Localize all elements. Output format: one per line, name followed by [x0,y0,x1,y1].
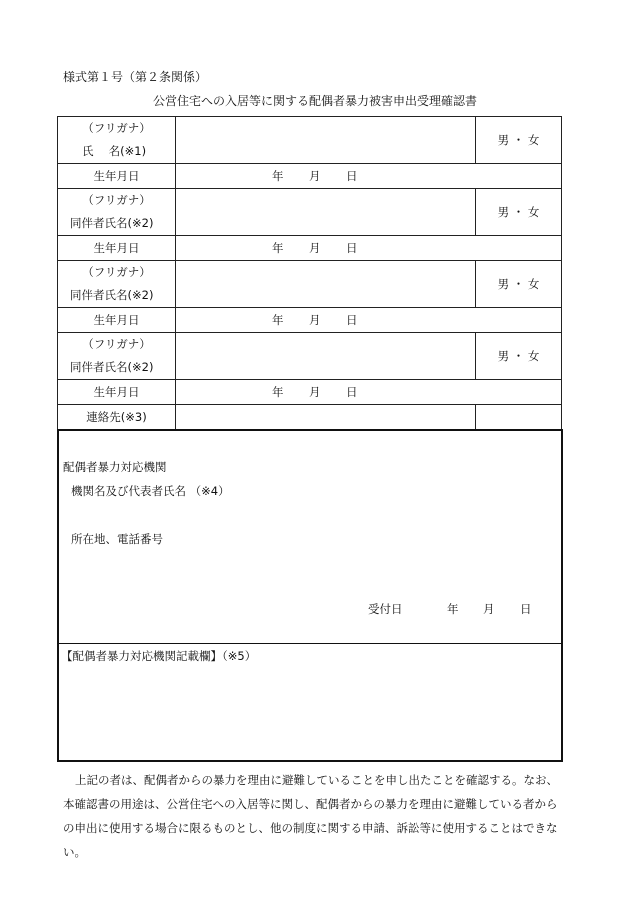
applicant-birthdate-row [58,164,562,189]
agency-address-field[interactable]: 所在地、電話番号 [71,532,163,546]
birthdate-label: 生年月日 [58,308,176,333]
year-label: 年 [272,313,284,327]
year-label: 年 [272,241,284,255]
companion-1-name-row [58,189,562,236]
month-label: 月 [309,313,321,327]
year-label: 年 [272,169,284,183]
agency-section [57,429,563,644]
applicant-birthdate-input[interactable] [176,164,562,189]
received-date-label: 受付日 [368,602,403,616]
month-label: 月 [309,169,321,183]
applicant-name-input[interactable] [176,117,476,164]
companion-2-birthdate-input[interactable] [176,308,562,333]
furigana-label: （フリガナ） [82,265,151,279]
companion-3-label-cell [58,333,176,380]
applicant-sex-field[interactable]: 男 ・ 女 [476,117,562,164]
companion-3-name-row [58,333,562,380]
received-day-label: 日 [520,602,532,616]
companion-3-birthdate-row [58,380,562,405]
furigana-label: （フリガナ） [82,193,151,207]
birthdate-label: 生年月日 [58,380,176,405]
birthdate-label: 生年月日 [58,236,176,261]
day-label: 日 [346,241,358,255]
year-label: 年 [272,385,284,399]
companion-name-label: 同伴者氏名(※2) [70,360,154,374]
contact-input[interactable] [176,405,476,430]
applicant-name-row [58,117,562,164]
month-label: 月 [309,385,321,399]
companion-1-label-cell [58,189,176,236]
companion-2-label-cell [58,261,176,308]
furigana-label: （フリガナ） [82,121,151,135]
companion-1-birthdate-row [58,236,562,261]
contact-label: 連絡先(※3) [58,405,176,430]
agency-name-field[interactable]: 機関名及び代表者氏名 （※4） [71,484,230,498]
companion-1-birthdate-input[interactable] [176,236,562,261]
furigana-label: （フリガナ） [82,337,151,351]
agency-notes-section[interactable] [57,642,563,762]
form-number-label: 様式第１号（第２条関係） [63,70,208,84]
companion-3-name-input[interactable] [176,333,476,380]
received-year-label: 年 [447,602,459,616]
day-label: 日 [346,313,358,327]
contact-row [58,405,562,430]
applicant-name-label-cell [58,117,176,164]
companion-1-name-input[interactable] [176,189,476,236]
companion-2-birthdate-row [58,308,562,333]
month-label: 月 [309,241,321,255]
day-label: 日 [346,385,358,399]
companion-2-name-row [58,261,562,308]
received-month-label: 月 [483,602,495,616]
birthdate-label: 生年月日 [58,164,176,189]
document-title: 公営住宅への入居等に関する配偶者暴力被害申出受理確認書 [152,94,477,108]
agency-notes-label: 【配偶者暴力対応機関記載欄】（※5） [61,649,257,663]
companion-3-birthdate-input[interactable] [176,380,562,405]
applicant-table [57,116,562,430]
contact-extra-input[interactable] [476,405,562,430]
companion-2-sex-field[interactable]: 男 ・ 女 [476,261,562,308]
companion-name-label: 同伴者氏名(※2) [70,216,154,230]
companion-1-sex-field[interactable]: 男 ・ 女 [476,189,562,236]
confirmation-paragraph: 上記の者は、配偶者からの暴力を理由に避難していることを申し出たことを確認する。なお、本確認書の用途は、公営住宅への入居等に関し、配偶者からの暴力を理由に避難している者からの申出に使用する場合に限るものとし、他の制度に関する申請、訴訟等に使用することはできない。 [63,773,558,859]
agency-heading: 配偶者暴力対応機関 [63,460,167,474]
companion-2-name-input[interactable] [176,261,476,308]
name-label: 氏 名(※1) [82,144,147,158]
companion-3-sex-field[interactable]: 男 ・ 女 [476,333,562,380]
day-label: 日 [346,169,358,183]
companion-name-label: 同伴者氏名(※2) [70,288,154,302]
